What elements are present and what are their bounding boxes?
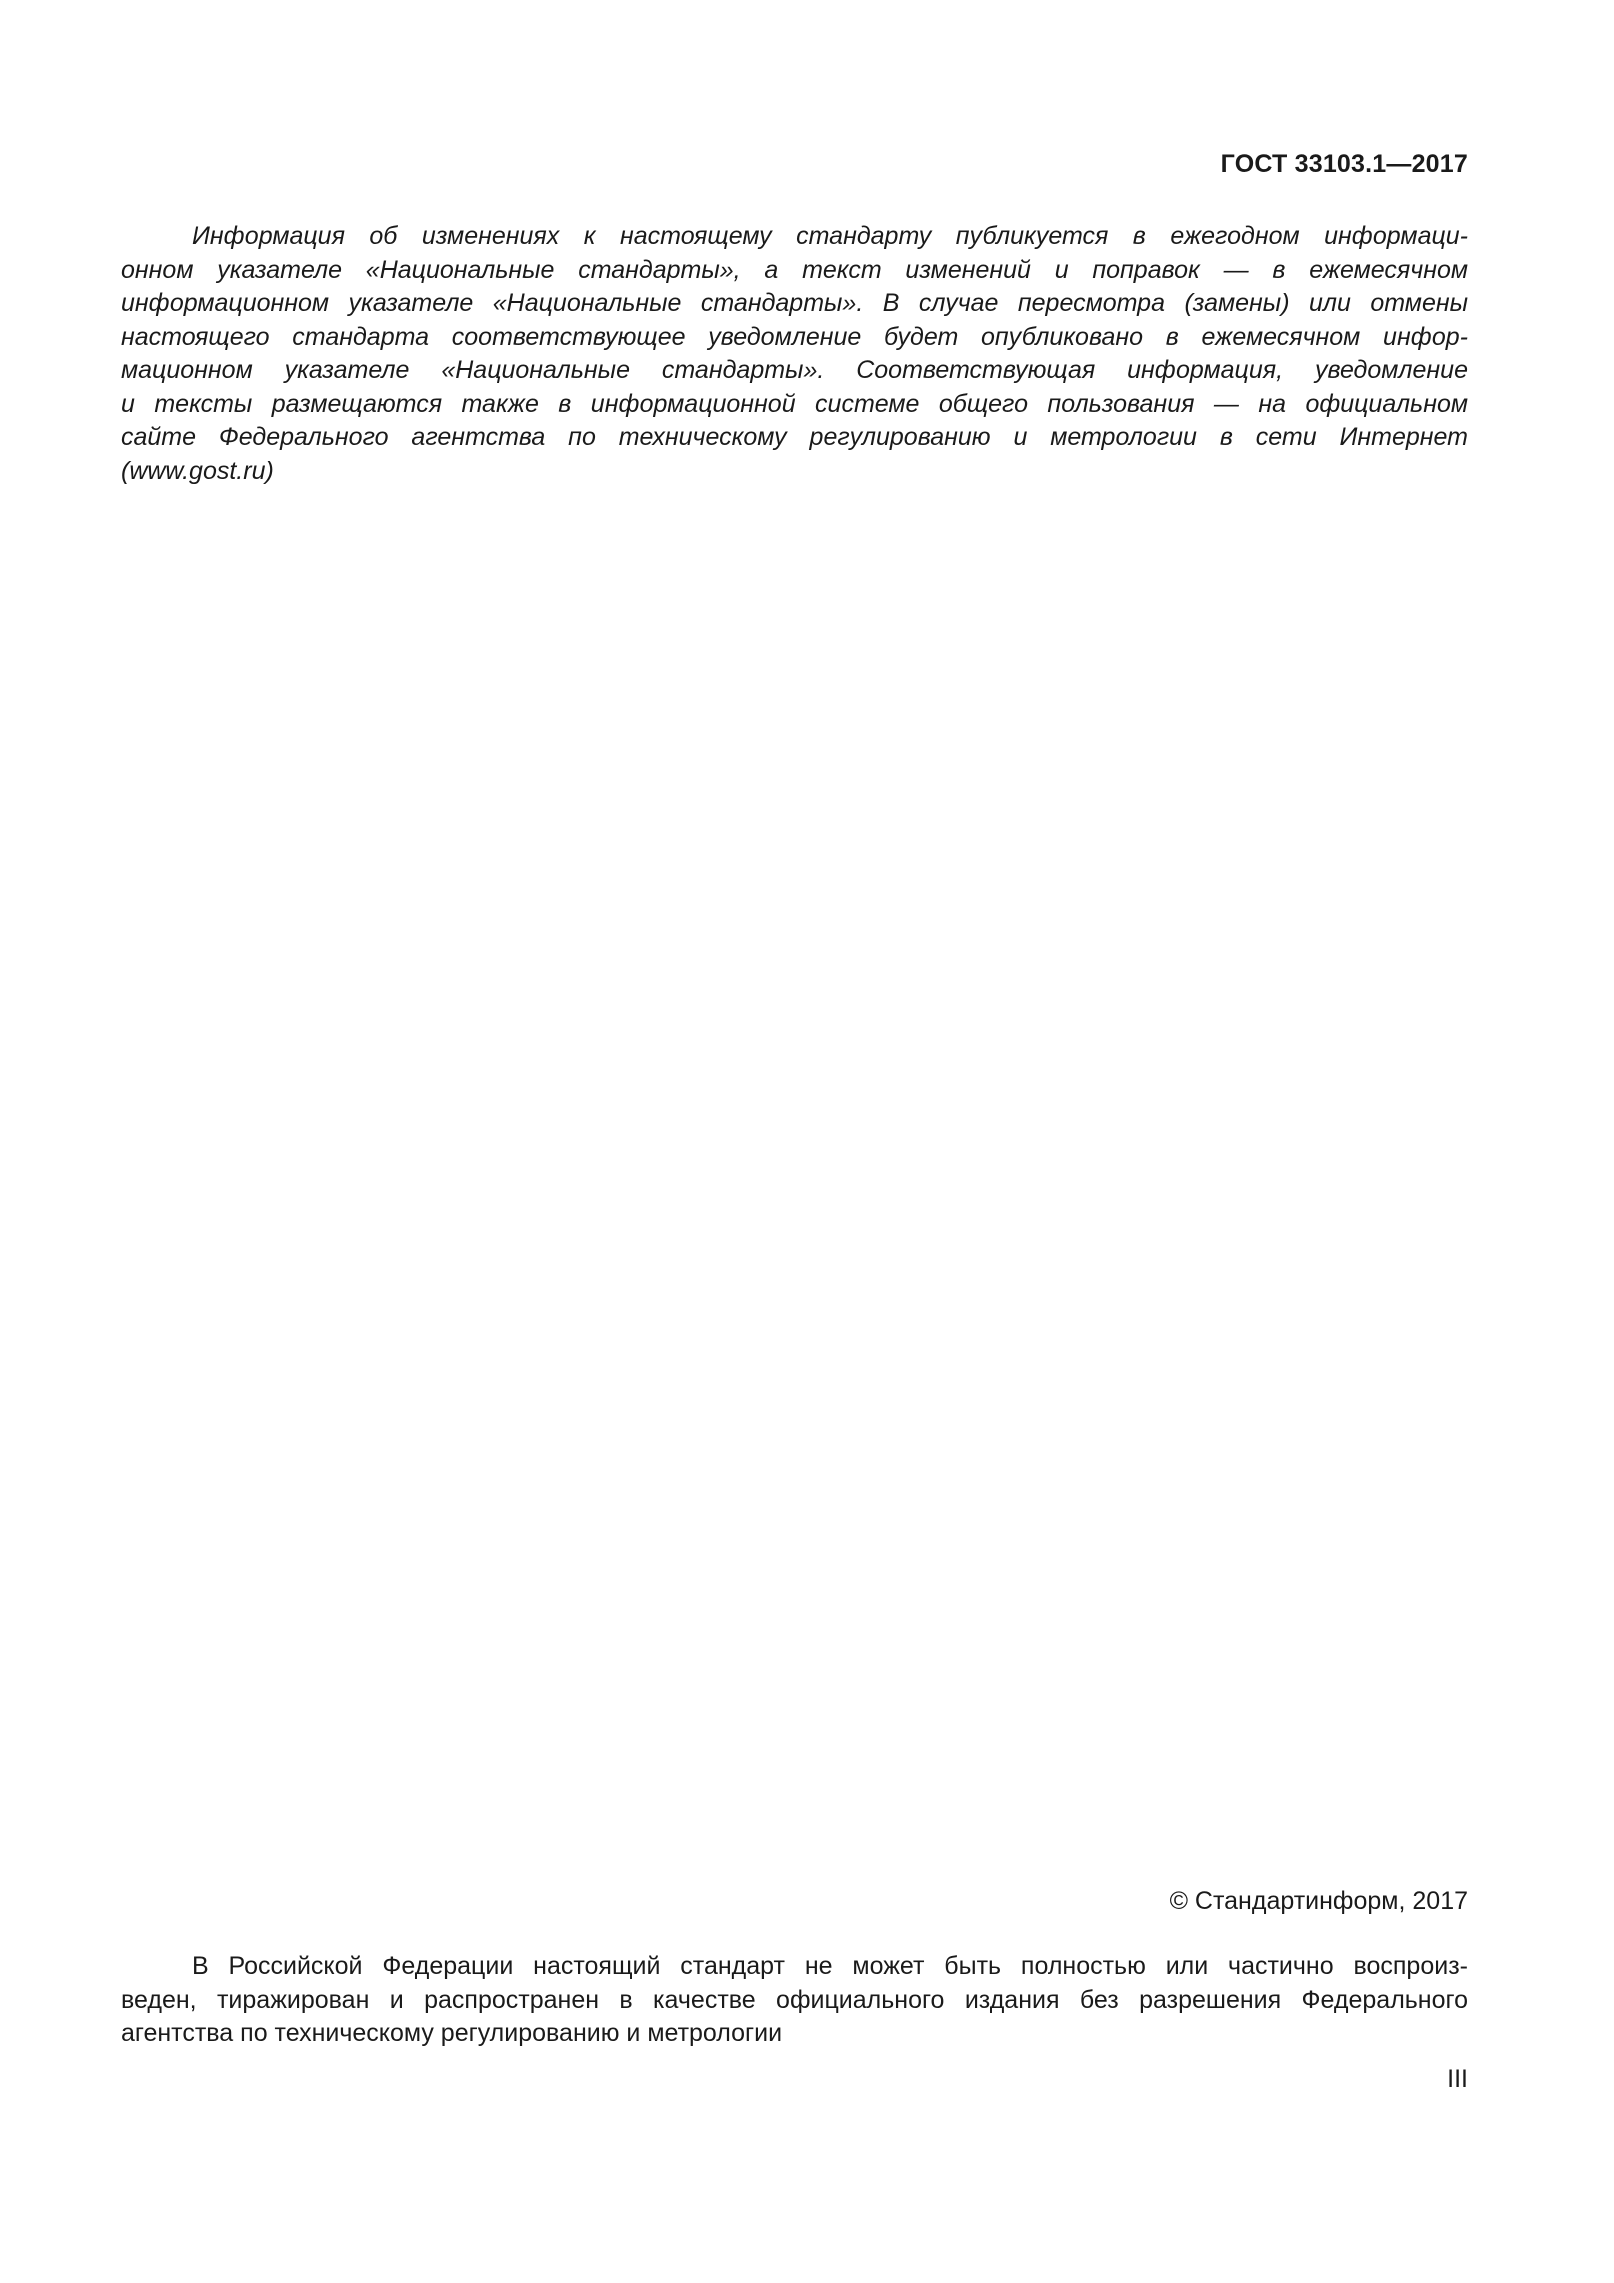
copyright-notice: © Стандартинформ, 2017 xyxy=(1169,1887,1468,1915)
standard-id: ГОСТ 33103.1—2017 xyxy=(1220,150,1468,178)
notice-line: мационном указателе «Национальные стандарты». Соответствующая информация, уведомление xyxy=(121,356,1468,384)
notice-line: Информация об изменениях к настоящему стандарту публикуется в ежегодном информаци- xyxy=(192,222,1468,250)
reproduction-notice xyxy=(121,1950,1468,2051)
notice-line: онном указателе «Национальные стандарты», а текст изменений и поправок — в ежемесячном xyxy=(121,255,1468,284)
notice-line: и тексты размещаются также в информационной системе общего пользования — на официальном xyxy=(121,389,1468,418)
amendments-notice xyxy=(121,220,1468,488)
notice-line: информационном указателе «Национальные стандарты». В случае пересмотра (замены) или отмены xyxy=(121,289,1468,317)
reproduction-line: веден, тиражирован и распространен в качестве официального издания без разрешения Федерального xyxy=(121,1985,1468,2014)
reproduction-line: В Российской Федерации настоящий стандарт не может быть полностью или частично воспроиз- xyxy=(192,1952,1468,1980)
page-number: III xyxy=(1447,2065,1468,2093)
reproduction-line: агентства по техническому регулированию и метрологии xyxy=(121,2019,783,2047)
notice-line: сайте Федерального агентства по техническому регулированию и метрологии в сети Интернет xyxy=(121,423,1468,451)
notice-line: настоящего стандарта соответствующее уведомление будет опубликовано в ежемесячном инфор- xyxy=(121,322,1468,351)
notice-line: (www.gost.ru) xyxy=(121,456,274,485)
